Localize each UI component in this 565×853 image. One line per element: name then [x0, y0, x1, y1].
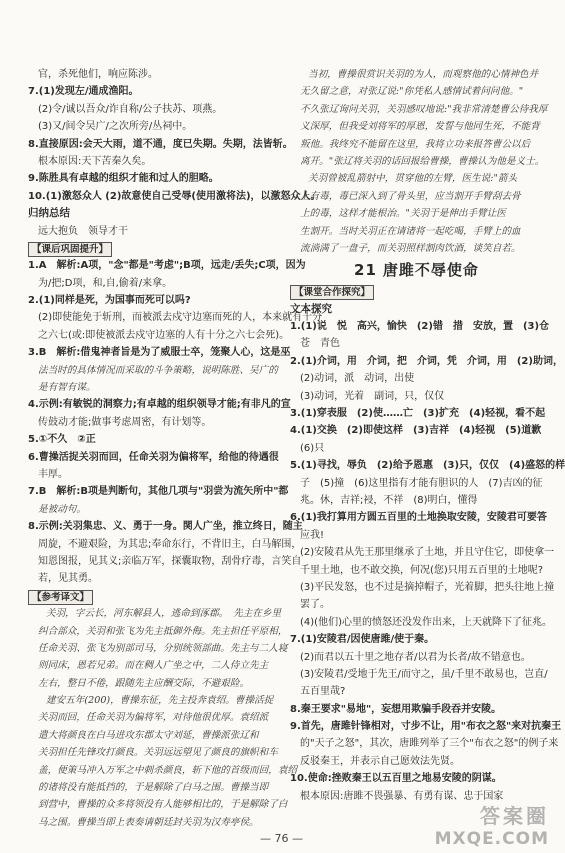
section-label: 【课后巩固提升】 — [28, 242, 112, 257]
text-line: 5.①不久 ②正 — [28, 434, 96, 446]
text-line: 任命关羽、张飞为别部司马，分别统领部曲。先主与二人寝 — [38, 642, 288, 654]
lesson-answers — [290, 283, 565, 805]
text-line: 2.(1)同样是死，为国事而死可以吗? — [28, 295, 191, 307]
text-line: 7.(1)安陵君/因使唐雎/使于秦。 — [290, 634, 435, 646]
text-line: 关羽曾被乱箭射中，贯穿他的左臂，医生说:"箭头 — [308, 173, 518, 185]
text-line: 10.使命:挫败秦王以五百里之地易安陵的阴谋。 — [290, 773, 502, 785]
text-line: (2)即使能免于斩刑，而被派去戍守边塞而死的人，本来就有十分 — [38, 312, 323, 324]
text-line: 8.示例:关羽集忠、义、勇于一身。関人广坐，推立终日，随主 — [28, 521, 303, 533]
text-line: 上有毒，毒已深入到了骨头里，应当割开手臂刮去骨 — [300, 190, 521, 202]
text-line: 关羽，字云长，河东解县人，逃命到涿郡。 先主在乡里 — [46, 608, 282, 620]
text-line: 反驳秦王，并表示自己愿效法先贤。 — [300, 755, 460, 767]
text-line: 是被动句。 — [38, 503, 86, 515]
text-line: 遣大将颜良在白马进攻东郡太守刘延，曹操派张辽和 — [38, 729, 259, 741]
text-line: 根本原因:唐雎不畏强暴、有勇有谋、忠于国家 — [300, 790, 504, 802]
text-line: 7.B 解析:B项是判断句，其他几项与"羽尝为流矢所中"都 — [28, 486, 289, 498]
text-line: 离开。"张辽将关羽的话回报给曹操，曹操认为他是义士。 — [300, 155, 545, 167]
text-line: 叛他。我终究不能留在这里，我将立功来报答曹公以后 — [300, 138, 531, 150]
text-line: 当初，曹操很赏识关羽的为人，而观察他的心情神色并 — [308, 69, 539, 80]
text-line: 五百里哉? — [300, 686, 346, 698]
text-line: 5.(1)寻找，辱负 (2)给予恩惠 (3)只，仅仅 (4)盛怒的样 — [290, 460, 565, 472]
page-number: — 76 — — [260, 832, 303, 845]
text-line: 应我! — [300, 529, 325, 541]
text-line: (3)平民发怒，也不过是摘掉帽子，光着脚，把头往地上撞 — [300, 581, 555, 593]
watermark-logo — [435, 800, 549, 849]
chapter-title — [290, 257, 543, 283]
text-line — [290, 283, 543, 300]
text-line: 则同床，恩若兄弟。而在稠人广坐之中，二人侍立先主 — [38, 660, 269, 672]
section-label: 【课堂合作探究】 — [290, 285, 374, 300]
translation-continued — [290, 66, 548, 257]
text-line: (2)令/诚以吾众/诈自称/公子扶苏、项燕。 — [38, 103, 223, 115]
text-line: 归纳总结 — [28, 207, 70, 220]
text-line: 流淌满了一盘子，而关羽照样割肉饮酒，谈笑自若。 — [300, 242, 521, 254]
text-line: (2)动词，派 动词，出使 — [300, 373, 415, 385]
text-line: 到营中，曹操的众多将领没有人能够相比的，于是解除了白 — [38, 799, 288, 811]
text-line — [28, 588, 278, 605]
text-line: 知恩图报，见其义;亲临万军，探囊取物，刮骨疗毒，言笑自 — [38, 555, 302, 567]
text-line: 上的毒，这样才能根治。"关羽于是伸出手臂让医 — [300, 208, 506, 220]
text-line: 左右，整日不倦，跟随先主应酬交际，不避艰险。 — [38, 677, 250, 689]
text-line: 3.B 解析:借鬼神者旨是为了威服士卒，笼聚人心，这是巫 — [28, 347, 291, 359]
section-label: 【参考译文】 — [28, 590, 93, 605]
text-line: 是有智有谋。 — [38, 382, 96, 394]
text-line: 2.(1)介词，用 介词，把 介词，凭 介词，用 (2)助词， — [290, 355, 563, 367]
text-line: 法当时的具体情况而采取的斗争策略，说明陈胜、吴广的 — [38, 364, 278, 376]
text-line: 无久留之意，对张辽说:"你凭私人感情试着问问他。" — [300, 86, 524, 98]
text-line — [28, 240, 278, 257]
text-line: 苍 青色 — [300, 338, 340, 350]
text-line: (3)动词，光着 副词，只，仅仅 — [300, 390, 445, 402]
text-line: (3)又/间令吴广/之次所旁/丛祠中。 — [38, 121, 193, 133]
text-line: 9.陈胜具有卓越的组织才能和过人的胆略。 — [28, 173, 219, 185]
text-line: (3)安陵君/受地于先王/而守之，虽/千里不敢易也，岂直/ — [300, 668, 548, 680]
chapter-number: 21 — [354, 261, 377, 280]
text-line: 8.直接原因:会天大雨，道不通，度已失期。失期，法皆斩。 — [28, 138, 293, 150]
text-line: 兆。休，吉祥;祲，不祥 (8)明白，懂得 — [300, 494, 478, 506]
text-line: 千里土地，也不敢交换，何况(您)只用五百里的土地呢? — [300, 564, 544, 576]
text-line: 关羽担任先锋攻打颜良。关羽远远望见了颜良的旗帜和车 — [38, 747, 278, 759]
text-line: 文本探究 — [290, 302, 332, 315]
text-line: 子 (5)撞 (6)这里指有才能有胆识的人 (7)吉凶的征 — [300, 477, 543, 489]
text-line: 1.A 解析:A项，"念"都是"考虑";B项，远走/丢失;C项，因为 — [28, 260, 306, 272]
text-line: 马之围。曹操当即上表奏请朝廷封关羽为汉寿亭侯。 — [38, 816, 259, 828]
text-line: 4.示例:有敏锐的洞察力;有卓越的组织领导才能;有非凡的宣 — [28, 399, 291, 411]
text-line: 根本原因:天下苦秦久矣。 — [38, 155, 152, 167]
text-line: 6.曹操活捉关羽而回，任命关羽为偏将军，给他的待遇很 — [28, 451, 279, 463]
text-line: 建安五年(200)，曹操东征，先主投奔袁绍。曹操活捉 — [46, 695, 274, 707]
text-line: 远大抱负 领导才干 — [38, 225, 128, 237]
text-line: 10.(1)激怒众人 (2)故意使自己受辱(使用激将法)，以激怒众人。 — [28, 190, 321, 202]
text-line: 罢了。 — [300, 599, 330, 611]
text-line: 若，见其勇。 — [38, 573, 98, 585]
right-column — [290, 66, 565, 805]
text-line: 4.(1)交换 (2)即使这样 (3)吉祥 (4)轻视 (5)道歉 — [290, 425, 542, 437]
text-line: 8.秦王要求"易地"，妄想用欺骗手段吞并安陵。 — [290, 703, 502, 715]
text-line: 为/把;D项，和,自,偷着/来拿。 — [38, 277, 173, 289]
text-line: (2)安陵君从先王那里继承了土地，并且守住它，即使拿一 — [300, 547, 555, 559]
text-line: 周旋，不避艰险，为其忠;奉命东行，不背旧主，白马解围， — [38, 538, 302, 550]
text-line: 的诸将没有能抵挡的，于是解除了白马之围。曹操当即 — [38, 782, 269, 794]
text-line: 官，杀死他们，响应陈涉。 — [38, 69, 158, 80]
text-line: (6)只 — [300, 442, 325, 454]
text-line: 6.(1)我打算用方圆五百里的土地换取安陵，安陵君可要答 — [290, 512, 547, 524]
text-line: 丰厚。 — [38, 468, 68, 480]
chapter-name: 唐雎不辱使命 — [382, 261, 479, 280]
text-line: 9.首先，唐雎针锋相对，寸步不让，用"布衣之怒"来对抗秦王 — [290, 721, 562, 733]
text-line: (4)(他们)心里的愤怒还没发作出来，上天就降下了征兆。 — [300, 616, 552, 628]
text-line: 7.(1)发现左/通成渔阳。 — [28, 86, 139, 98]
text-line: 不久张辽询问关羽，关羽感叹地说:"我非常清楚曹公待我厚 — [300, 103, 548, 115]
watermark-cn: 答案圈 — [480, 804, 549, 828]
text-line: 纠合部众，关羽和张飞为先主抵御外侮。先主担任平原相， — [38, 625, 288, 637]
text-line: 生割开。当时关羽正在请诸将一起吃喝，手臂上的血 — [300, 225, 521, 237]
text-line: 3.(1)穿表服 (2)使……亡 (3)扩充 (4)轻视，看不起 — [290, 408, 546, 420]
text-line: 义深厚，但我受刘将军的厚恩，发誓与他同生死，不能背 — [300, 121, 540, 133]
text-line: 传鼓动才能;做事考虑周密，有计划等。 — [38, 416, 212, 428]
text-line: 盖，便策马冲入万军之中刺杀颜良，斩下他的首级而回，袁绍 — [38, 764, 298, 776]
text-line: (2)而君以五十里之地存者/以君为长者/故不错意也。 — [300, 651, 531, 663]
text-line: 之六七(或:即使被派去戍守边塞的人有十分之六七会死)。 — [38, 329, 290, 341]
text-line: 的"天子之怒"，其次，唐雎列举了三个"布衣之怒"的例子来 — [300, 738, 559, 750]
text-line: 1.(1)说 悦 高兴，愉快 (2)错 措 安放，置 (3)仓 — [290, 321, 550, 333]
text-line: 关羽而回，任命关羽为偏将军，对待他很优厚。袁绍派 — [38, 712, 269, 724]
watermark-en: MXQE.COM — [434, 829, 549, 849]
